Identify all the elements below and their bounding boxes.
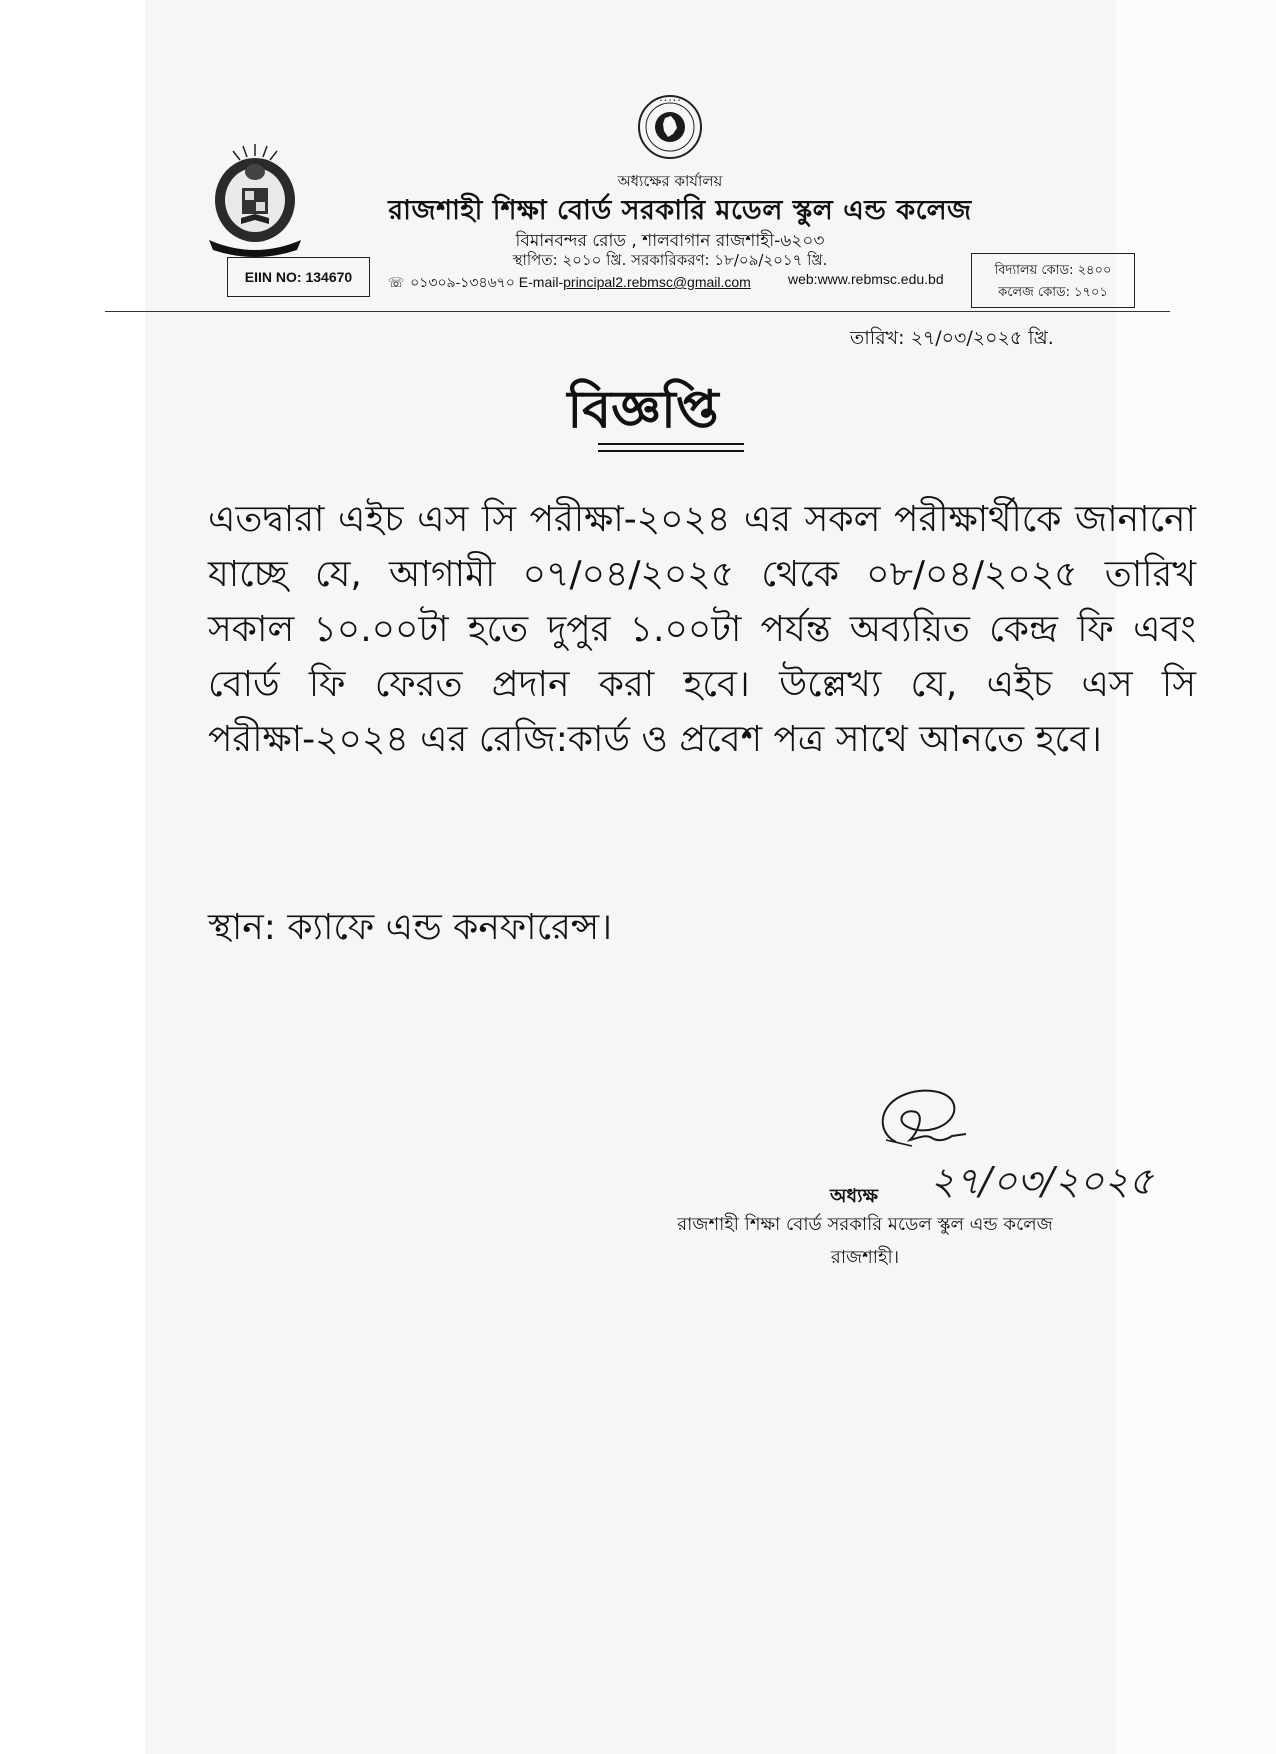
title-underline <box>598 450 744 452</box>
handwritten-date <box>926 1150 1186 1210</box>
school-code: বিদ্যালয় কোড: ২৪০০ <box>994 263 1112 278</box>
office-label: অধ্যক্ষের কার্যালয় <box>617 172 723 190</box>
notice-date: তারিখ: ২৭/০৩/২০২৫ খ্রি. <box>850 327 1054 349</box>
signatory-organization: রাজশাহী শিক্ষা বোর্ড সরকারি মডেল স্কুল এন্ড কলেজ <box>677 1214 1053 1235</box>
phone-number: ০১৩০৯-১৩৪৬৭০ <box>410 274 515 290</box>
handwritten-date-text: ২৭/০৩/২০২৫ <box>930 1159 1154 1203</box>
svg-text:• • • • •: • • • • • <box>659 98 681 104</box>
established-info: স্থাপিত: ২০১০ খ্রি. সরকারিকরণ: ১৮/০৯/২০১৭ খ্রি. <box>512 251 828 269</box>
signatory-title: অধ্যক্ষ <box>830 1185 879 1207</box>
phone-icon: ☏ <box>388 275 405 290</box>
notice-title: বিজ্ঞপ্তি <box>567 380 719 440</box>
email-link[interactable]: principal2.rebmsc@gmail.com <box>563 274 751 290</box>
title-underline <box>598 443 744 445</box>
header-divider <box>105 311 1170 312</box>
notice-body: এতদ্বারা এইচ এস সি পরীক্ষা-২০২৪ এর সকল পরীক্ষার্থীকে জানানো যাচ্ছে যে, আগামী ০৭/০৪/২০২৫ থেকে ০৮/০৪/২০২৫ তারিখ সকাল ১০.০০টা হতে দুপুর ১.০০টা পর্যন্ত অব্যয়িত কেন্দ্র ফি এবং বোর্ড ফি ফেরত প্রদান করা হবে। উল্লেখ্য যে, এইচ এস সি পরীক্ষা-২০২৪ এর রেজি:কার্ড ও প্রবেশ পত্র সাথে আনতে হবে। <box>208 499 1196 760</box>
college-code: কলেজ কোড: ১৭০১ <box>998 285 1108 300</box>
website-link[interactable]: web:www.rebmsc.edu.bd <box>788 271 944 287</box>
signatory-city: রাজশাহী। <box>830 1247 900 1268</box>
notice-location: স্থান: ক্যাফে এন্ড কনফারেন্স। <box>208 907 613 948</box>
eiin-box: EIIN NO: 134670 <box>227 257 370 297</box>
school-address: বিমানবন্দর রোড , শালবাগান রাজশাহী-৬২০৩ <box>515 231 825 251</box>
school-logo-icon <box>205 142 305 260</box>
school-name: রাজশাহী শিক্ষা বোর্ড সরকারি মডেল স্কুল এন্ড কলেজ <box>388 195 972 226</box>
institution-code-box <box>971 253 1135 308</box>
principal-signature <box>866 1082 976 1160</box>
contact-line <box>388 271 968 295</box>
email-label: E-mail- <box>518 274 564 290</box>
government-seal-icon <box>637 94 703 160</box>
scan-margin-left <box>0 0 145 1754</box>
scan-margin-right <box>1116 0 1276 1754</box>
